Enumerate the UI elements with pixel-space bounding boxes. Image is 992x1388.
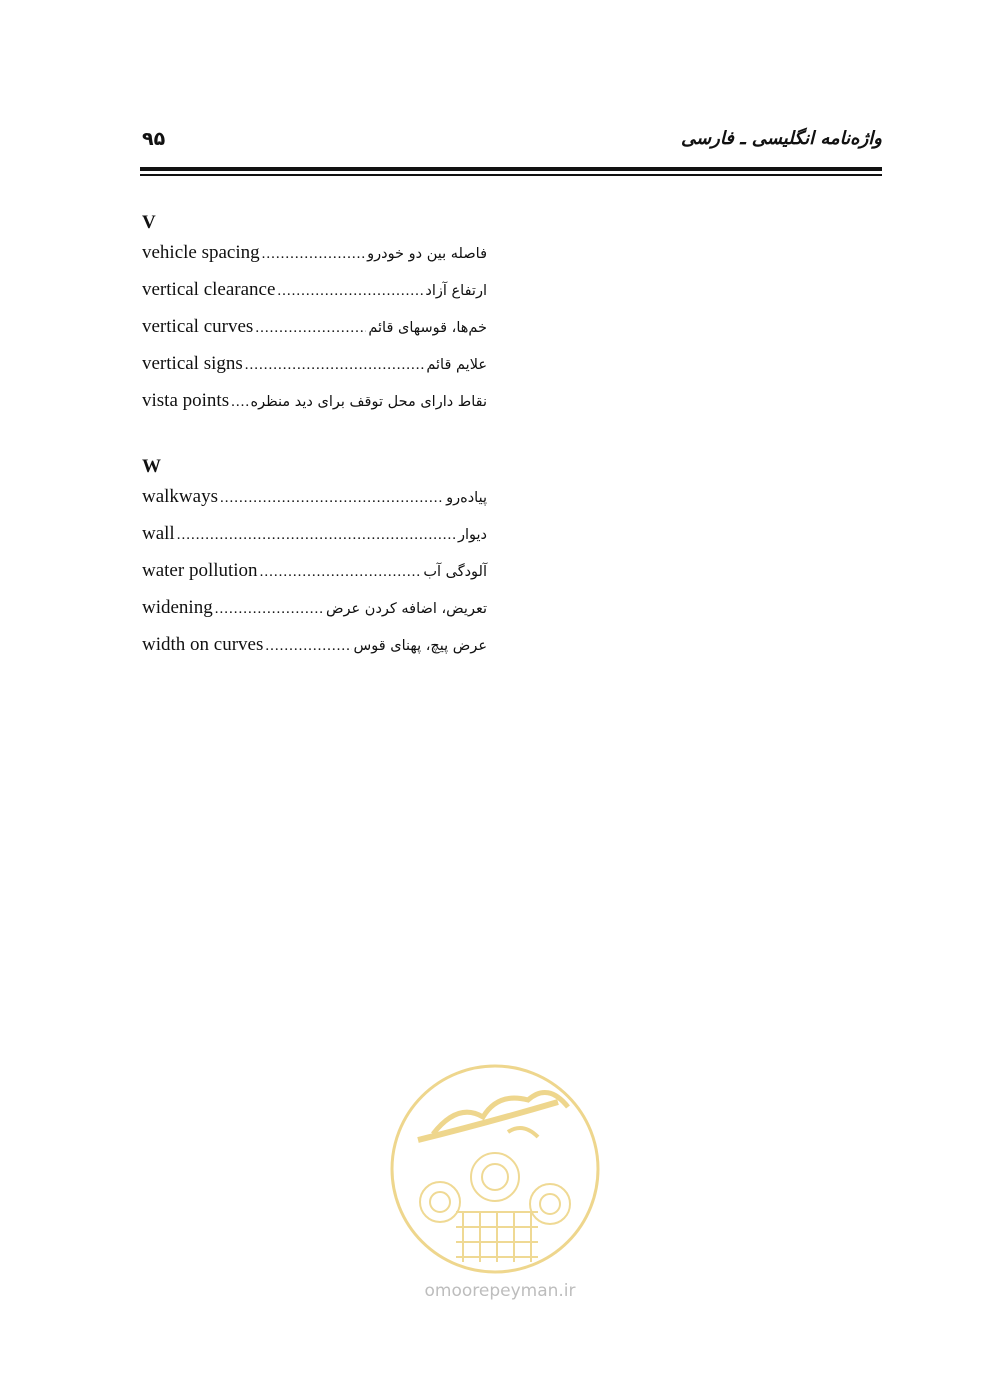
glossary-entry xyxy=(142,595,487,632)
leader-dots xyxy=(260,559,422,585)
section-w xyxy=(142,456,487,669)
term-english: width on curves xyxy=(142,634,264,655)
term-english: vista points xyxy=(142,390,230,411)
section-v xyxy=(142,212,487,425)
leader-dots xyxy=(177,522,456,548)
term-persian: پیاده‌رو xyxy=(446,490,487,506)
term-persian: فاصله بین دو خودرو xyxy=(367,246,487,262)
header-rule-thin xyxy=(140,174,882,176)
leader-dots xyxy=(215,596,324,622)
glossary-entry xyxy=(142,277,487,314)
leader-dots xyxy=(220,485,444,511)
glossary-entry xyxy=(142,351,487,388)
book-title: واژه‌نامه انگلیسی ـ فارسی xyxy=(681,128,882,149)
term-english: water pollution xyxy=(142,560,258,581)
glossary-entry xyxy=(142,388,487,425)
header-rule-thick xyxy=(140,167,882,171)
term-persian: آلودگی آب xyxy=(423,564,487,580)
glossary-entry xyxy=(142,558,487,595)
term-english: wall xyxy=(142,523,175,544)
term-persian: نقاط دارای محل توقف برای دید منظره xyxy=(250,394,487,410)
page-header xyxy=(140,128,882,158)
term-english: walkways xyxy=(142,486,218,507)
glossary-entry xyxy=(142,521,487,558)
term-persian: علایم قائم xyxy=(426,357,487,373)
glossary-entry xyxy=(142,632,487,669)
glossary-entry xyxy=(142,240,487,277)
term-english: vehicle spacing xyxy=(142,242,260,263)
leader-dots xyxy=(255,315,366,341)
leader-dots xyxy=(277,278,423,304)
term-english: vertical clearance xyxy=(142,279,276,300)
term-english: vertical signs xyxy=(142,353,243,374)
section-letter: W xyxy=(142,456,161,477)
glossary-entry xyxy=(142,314,487,351)
term-persian: خم‌ها، قوسهای قائم xyxy=(368,320,487,336)
leader-dots xyxy=(265,633,351,659)
page-number: ۹۵ xyxy=(142,128,166,150)
term-english: vertical curves xyxy=(142,316,254,337)
term-english: widening xyxy=(142,597,213,618)
section-letter: V xyxy=(142,212,156,233)
term-persian: تعریض، اضافه کردن عرض xyxy=(326,601,487,617)
term-persian: عرض پیچ، پهنای قوس xyxy=(353,638,487,654)
watermark-url: omoorepeyman.ir xyxy=(424,1281,576,1301)
glossary-entry xyxy=(142,484,487,521)
leader-dots xyxy=(245,352,425,378)
leader-dots xyxy=(262,241,365,267)
term-persian: دیوار xyxy=(457,527,487,543)
watermark-logo xyxy=(388,1062,602,1276)
term-persian: ارتفاع آزاد xyxy=(425,283,487,299)
leader-dots xyxy=(231,389,248,415)
